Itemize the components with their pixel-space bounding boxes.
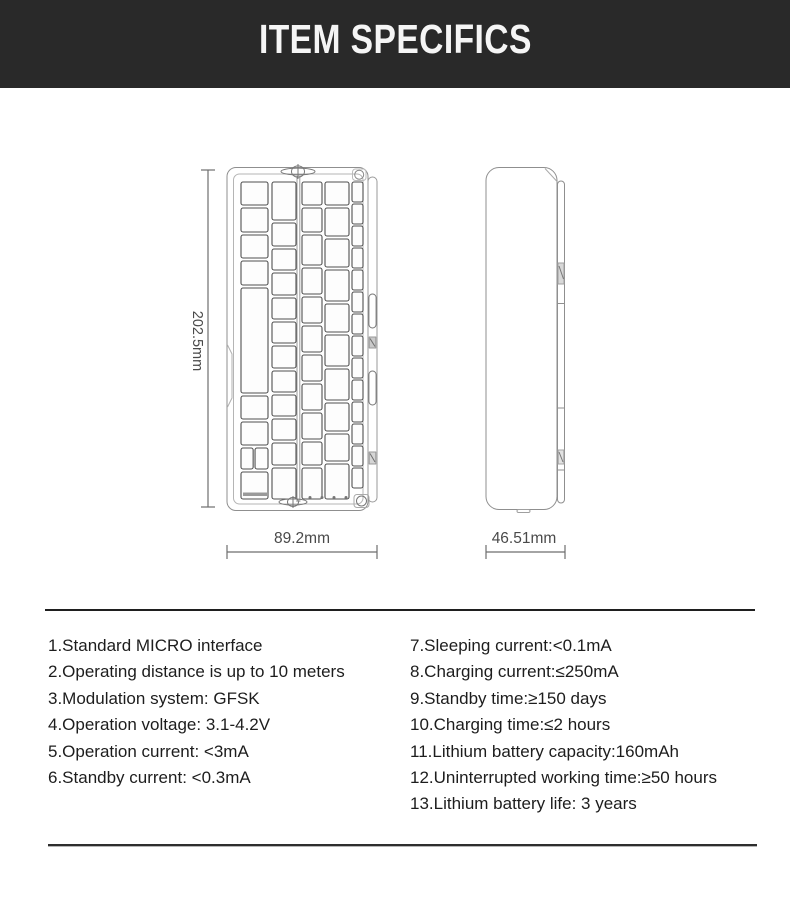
- keyboard-key: [352, 314, 363, 334]
- front-width-dimension-line: [227, 545, 377, 559]
- keyboard-key: [241, 422, 268, 445]
- side-button: [369, 294, 376, 328]
- spec-item: 13.Lithium battery life: 3 years: [410, 794, 637, 814]
- keyboard-key: [272, 249, 296, 270]
- keyboard-key: [325, 304, 349, 332]
- keyboard-key: [272, 223, 296, 246]
- side-edge-strip: [368, 177, 377, 502]
- front-width-dimension-label: 89.2mm: [274, 530, 330, 547]
- bottom-separator-line: [48, 844, 757, 847]
- keyboard-side-view-drawing: [486, 168, 565, 513]
- keyboard-key: [325, 208, 349, 236]
- spec-list-left: [48, 633, 345, 791]
- side-view-bottom-nub: [517, 510, 530, 513]
- keyboard-key: [241, 182, 268, 205]
- keyboard-key: [302, 297, 322, 323]
- keyboard-key: [241, 396, 268, 419]
- top-separator-line: [45, 609, 755, 611]
- keyboard-key: [272, 298, 296, 319]
- keyboard-key: [302, 268, 322, 294]
- keyboard-key: [272, 468, 296, 499]
- keyboard-key: [352, 226, 363, 246]
- keyboard-key: [241, 208, 268, 232]
- keyboard-key: [302, 326, 322, 352]
- keyboard-key: [272, 419, 296, 440]
- keyboard-key: [352, 182, 363, 202]
- keyboard-key: [302, 235, 322, 265]
- keyboard-key: [325, 403, 349, 431]
- spec-item: 8.Charging current:≤250mA: [410, 662, 619, 682]
- keyboard-key: [255, 448, 268, 469]
- spec-item: 12.Uninterrupted working time:≥50 hours: [410, 768, 717, 788]
- side-width-dimension-line: [486, 545, 565, 559]
- keyboard-key: [272, 273, 296, 295]
- keyboard-key: [302, 208, 322, 232]
- spec-item: 3.Modulation system: GFSK: [48, 688, 260, 708]
- keyboard-key: [325, 182, 349, 205]
- keyboard-key: [352, 204, 363, 224]
- side-view-body-outline: [486, 168, 557, 510]
- keyboard-key: [302, 468, 322, 499]
- keyboard-key: [325, 270, 349, 301]
- keyboard-key: [325, 369, 349, 400]
- spec-item: 10.Charging time:≤2 hours: [410, 715, 611, 735]
- spec-item: 4.Operation voltage: 3.1-4.2V: [48, 715, 271, 735]
- keyboard-key: [241, 235, 268, 258]
- spec-item: 2.Operating distance is up to 10 meters: [48, 662, 345, 682]
- keyboard-key: [241, 288, 268, 393]
- spec-item: 5.Operation current: <3mA: [48, 741, 249, 761]
- keyboard-key: [272, 443, 296, 465]
- spec-item: 11.Lithium battery capacity:160mAh: [410, 741, 679, 761]
- spec-item: 1.Standard MICRO interface: [48, 636, 263, 655]
- spec-list-right: [410, 633, 717, 818]
- front-height-dimension-label: 202.5mm: [189, 310, 205, 372]
- side-width-dimension-label: 46.51mm: [491, 530, 557, 547]
- keyboard-key: [325, 464, 349, 499]
- keyboard-key: [325, 239, 349, 267]
- keyboard-key: [302, 355, 322, 381]
- keyboard-key: [352, 468, 363, 488]
- keyboard-key: [302, 442, 322, 465]
- page-title: ITEM SPECIFICS: [258, 15, 532, 62]
- keyboard-key: [352, 446, 363, 466]
- keyboard-key: [272, 395, 296, 416]
- keyboard-key: [325, 335, 349, 366]
- keyboard-key: [241, 261, 268, 285]
- bottom-slot: [243, 493, 267, 497]
- keyboard-key: [352, 424, 363, 444]
- spec-item: 7.Sleeping current:<0.1mA: [410, 636, 612, 655]
- keyboard-key: [302, 384, 322, 410]
- keyboard-key: [272, 371, 296, 392]
- keyboard-key: [272, 182, 296, 220]
- spec-item: 6.Standby current: <0.3mA: [48, 768, 251, 788]
- keyboard-key: [352, 336, 363, 356]
- keyboard-key: [272, 322, 296, 343]
- keyboard-key: [352, 248, 363, 268]
- keyboard-key: [241, 448, 253, 469]
- keyboard-key: [352, 380, 363, 400]
- keyboard-key: [352, 358, 363, 378]
- keyboard-key: [352, 402, 363, 422]
- spec-item: 9.Standby time:≥150 days: [410, 688, 607, 708]
- keyboard-key: [325, 434, 349, 461]
- side-button: [369, 371, 376, 405]
- keyboard-front-view-drawing: [227, 164, 377, 511]
- keyboard-key: [272, 346, 296, 368]
- keyboard-key: [302, 182, 322, 205]
- keyboard-key: [352, 292, 363, 312]
- keyboard-key: [302, 413, 322, 439]
- keyboard-key: [352, 270, 363, 290]
